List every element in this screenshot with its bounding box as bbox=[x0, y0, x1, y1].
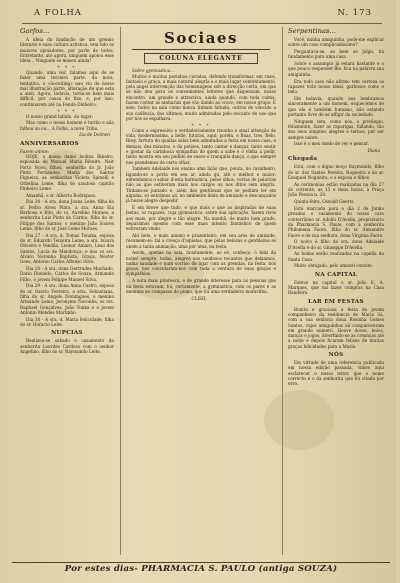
paragraph: Tambem Adelaide nos ensina uma lição que, pouca, no cavalheiro, ligando-se a porta em seu ar, ainda qu, até o melhor e maior: entendamos o sabor d'esta harmonica, pelos olhos, certas de palavras não as que estiveram mais nos cargos ou nos ditos sem alegria. Tinham-se juntado e, além das gentilezas que se podiam ler em alguma, só entrámos ali, no ambiente lindo de amizade e descançados já nesse alegre despedir. bbox=[126, 166, 276, 204]
running-header bbox=[4, 8, 396, 22]
newspaper-page bbox=[4, 0, 396, 583]
header-rule bbox=[22, 23, 382, 24]
paragraph: As bodas serão realizadas na capella da Santa Casa. bbox=[288, 251, 384, 262]
paragraph: As cerimonias estão realizadas na dia 27 do corrente, as 15 e meia horas, à Praça João Pessoa n. 20. bbox=[288, 181, 384, 198]
masthead: Sociaes bbox=[164, 29, 238, 47]
paragraph: Perguntava-se, se bem se julga, há fundamento para uma casa. bbox=[288, 49, 384, 60]
paragraph: Realizou-se sabado o casamento da senhorita Lourdes Cardoso com o senhor Angelino, filho do sr. Raymundo Leite. bbox=[20, 338, 114, 354]
paragraph: Ahi belo, o mais ameno e prazenteiro, em seu ares de amizade, resumem-se: tal a cresça d'aquelas, que pelas belezas e gentilezas se unem a tanta animação, uma por uma, na festa. bbox=[126, 232, 276, 249]
left-column bbox=[20, 27, 114, 557]
paragraph: Muito obrigado, pelo amavel convite. bbox=[294, 263, 374, 269]
section-title: Serpentinas... bbox=[288, 27, 336, 35]
paragraph: Mas como o nosso homem é tardio e não falhou ou ou... A Folha, a nové Tribu. bbox=[20, 120, 114, 131]
festas-heading: LAR EM FESTAS bbox=[308, 298, 364, 305]
paragraph: Está, com o digno moço Raymundo, filho do sr. dos Santos Pereira, Nogueira e do sr. Ezequiel Nogueira, e a esposa e filhos. bbox=[288, 164, 384, 181]
paragraph: Muitos e muitos pezinhos curados, defendo transformar, em risos, fantasia e graça, a mais natural alegria e o mais lugar contentamento, pela angel intervenção das homenagens sob a direcção certa, em que se não deu para os convenientes leitores que dispensam, nosso encontro, um grande e attractivo, ainda quando, com toda calma, fazem contar as ninharias que vão dando ao cravo, em nosso grupo. E este, todos na sala como nunca tinham faltado, outros de vencido a sua cadência, dos ultimos, muito admiradas pelo encanto do uso que por nós se espalhava. bbox=[126, 73, 276, 121]
paragraph: Como a expressiva e verdadeiramente risonha e sinal attenção de vida, modernissima, a belle, futuras, aqui; porém, e finas, tres, Belo, Rosy, fartura do quallas salas bem admiradas a festa em nossa casa, e demais, dez minutos, o da petizes, tanto cantar e dançar, tanto sentir e gostar da carinhosa sympathia do quem a sabe e o vinha a pedir, tanto mostra em seu pedido de suave e tranquila dança, o que sempre nos prendemos de certo olhar. bbox=[126, 127, 276, 165]
paragraph: Está marcado para o dia 2 de Junho proximo o casamento do nosso caro conterrâneo sr. Adolfo D'Avella, proprietario da Pharmacia S. Paulo, com a senhorita Philomena Faoro, filha do sr. Alexandre Faoro e de sua senhora, dona Virginia Faoro. bbox=[288, 206, 384, 238]
paragraph: Quando, uma vez, falamos aqui de se fazer uma terceira parte, da nova, tentativa, a «Soceiting» nao viu de nosso mal illustração parte, alteração de que esta a aleit. Agora, todavia, torna-se bem mais difficil, por causa do fixo, e, por isso, continuarem até na Fenda-Dinheiro. bbox=[20, 69, 114, 107]
anniversaries-heading: ANNIVERSARIOS bbox=[20, 140, 79, 147]
paragraph: É em breve que tudo, e que mais o que as inspiradas de suas festas, os rapazes, cuja gymnastica, sobre sua aplicação, fazem risos aos mais, por alegre e tão alegre. Na manhã, de muito bom grado, deparámos mesmo com esse mais intento fantástico de quem estiveram vindo. bbox=[126, 204, 276, 232]
anniversaries-subheading: Fazem annos: bbox=[20, 148, 50, 154]
paragraph: Esteve na capital o sr. João E. A. Marques, que vai fazer compras na Casa Bandeira. bbox=[288, 279, 384, 296]
nos-heading: NÓS bbox=[328, 352, 344, 359]
paragraph: A nota mais pitoresca, e de grande interesse para as pessoas que na festa estavam, foi, certamente, a gymnastica, com os pares e as meninas ao compasso do piano, que foi uma verdadeira maravilha. bbox=[126, 278, 276, 294]
paragraph: HOJE, a nossa dama Isolina Ribeiro, esposada do Manuel Maria Ribeiro, Nair Porto Novo, filhos, senhorita do Jr. João Pinto Fernandes, Maria dos Santos Figueira, as senhoritas Violeta Spinelli e Orbelina Leme, filha do saudoso capitão Pinheiro Leme. bbox=[20, 154, 114, 191]
signature: Diana bbox=[367, 148, 380, 154]
paragraph: Dia 28 - A sra. dona Gertrudes Machado, Dario Dionedo, Carlos de Souza, Armando Filho, o jovem Felippe Manoel Silva. bbox=[20, 265, 114, 282]
issue-number: N. 173 bbox=[337, 8, 372, 18]
nupcias-heading: NUPCIAS bbox=[51, 330, 83, 337]
chegada-heading: Chegada bbox=[288, 156, 318, 163]
paragraph: O noivo é filho da sra. dona Adelaide D'Avella e do sr. Giuseppe D'Avella. bbox=[288, 239, 384, 250]
paragraph: O nosso grand fallido, do lugar: bbox=[26, 113, 94, 119]
paragraph: A ideia da fundação de um gremio literario e suas cultura artística, tem tido os maiores apoiadores, por parte de todos. Entretanto, até agora, ninguem apoiou esse ideia... Ninguem se mexeu ainda! bbox=[20, 37, 114, 64]
separator: * * * bbox=[57, 108, 77, 114]
signature: CLISIL bbox=[191, 295, 207, 301]
paragraph: Ninguem tem, como nós, o privilegio, felizmente, fazer as raparigas, fallando, tão dos seus singelos alegres e ternos, por ser sempre nobre. bbox=[288, 118, 384, 140]
paragraph: Dia 24 - A sra. dona Joana Leite, filha do sr. Pedro Alves Pinto, a sra. Anna Ela Barbosa e Bito, do cs. Aurelino Moraes; a senhorita Luiz Pinto do Carmo, filha do sr. Filippe dos Santos; o menino João Soares Leme, filho do sr. José Leme Moraes. bbox=[20, 199, 114, 231]
footer-advert: Por estes dias- PHARMACIA S. PAULO (antiga SOUZA) bbox=[12, 562, 390, 575]
section-title: Garfos... bbox=[20, 27, 50, 35]
separator: * * * bbox=[191, 122, 211, 128]
header-title: A FOLHA bbox=[34, 8, 82, 18]
paragraph: Em todavia, quando nos lembramos sinceramente a um homem, esquecemos de que ele é também humano, não estando portanto livre de se affigir da sociedade. bbox=[288, 95, 384, 117]
paragraph: Você, minha amiguinha, pode-me explicar sobre um caso complicadissimo? bbox=[288, 37, 384, 48]
paragraph: Quinta-feira, Oswald Geerts. bbox=[294, 199, 355, 205]
paragraph: Dia 29 - A sra. dona Anna Castro, esposa do sr. Ozorio Ferreira, a srta. Sebastiana, filha do sr. Angelo Domingues, o menino Armando Leme, Jeronymo Noronha, os srs. Raphael Gonçalves, João Tonka e o jovem Antonio Mendes Martinho. bbox=[20, 283, 114, 315]
capital-heading: NA CAPITAL bbox=[314, 271, 358, 278]
masthead-rule bbox=[132, 49, 270, 50]
paragraph: Bonita e graciosa a festa do jovem companheiro da residencia de Maria Sá, com a sua senhora dona Rosinha Gomes Santos, cujos amiguinhos ali compareceram em grande numero. Houve doces, bolos, danças e jogos, divertindo-se as creanças até a noite e depois ficaram felizes de muitas graças felicidades para a Maria. bbox=[288, 306, 384, 349]
paragraph: Isso é o meu modo de ver e pensar. bbox=[294, 141, 369, 147]
paragraph: Dia 30 - A sra. d. Maria Felicidade, filha do sr. Horacio Leite. bbox=[20, 316, 114, 327]
paragraph: Sobre o assumpto já estará bastante e o que pouco responder-lhe, fica na palavra sua amiguinha. bbox=[288, 61, 384, 77]
paragraph: Era todo caso não afirmo tem certeza os rapazes todo nosso ideal, garbosos como o belo. bbox=[288, 78, 384, 95]
paragraph: Dia 27 - A sra. d. Tomaz Tonaka, esposa do sr. Eduardo Teixeira Leme, a sra. Isaura Oliveira e Vendão, Leonor Amaro, Leao dos Santos, Lucia de Mendonça; e dos os srs. Alvaro Noronha Baptista, Graça, Nestor Goes, Antonio Carlos Affonso Silva. bbox=[20, 232, 114, 265]
right-column bbox=[288, 27, 384, 557]
column-rule bbox=[120, 27, 121, 555]
separator: * * * bbox=[57, 64, 77, 70]
middle-column bbox=[126, 27, 276, 562]
column-subtitle: COLUNA ELEGANTE bbox=[144, 53, 258, 64]
paragraph: Em virtude de uma referencia publicada em nossa edição passada, vimos aqui esclarecer o nosso leitor, que o nome correcto é o da senhorita que foi citada por erro. bbox=[288, 360, 384, 387]
paragraph: Amanhã, o sr. Alberto Rodrigues. bbox=[26, 192, 97, 198]
intro-line: Sobre gymnastica... bbox=[132, 68, 175, 74]
column-rule bbox=[282, 27, 283, 555]
signature: Lia de Dolmen bbox=[79, 132, 110, 138]
paragraph: Assim, apenas na sala, faustamente, ao sé, conheço, ó feliz da noite! sempre, todas, alegres nos saudosos recantos que deixamos, numa saudade e num sorriso de ligar com as prendas, na festa, nos gosas, nos convidaram-nos com toda a ventura de suas graças e sympathias. bbox=[126, 250, 276, 277]
